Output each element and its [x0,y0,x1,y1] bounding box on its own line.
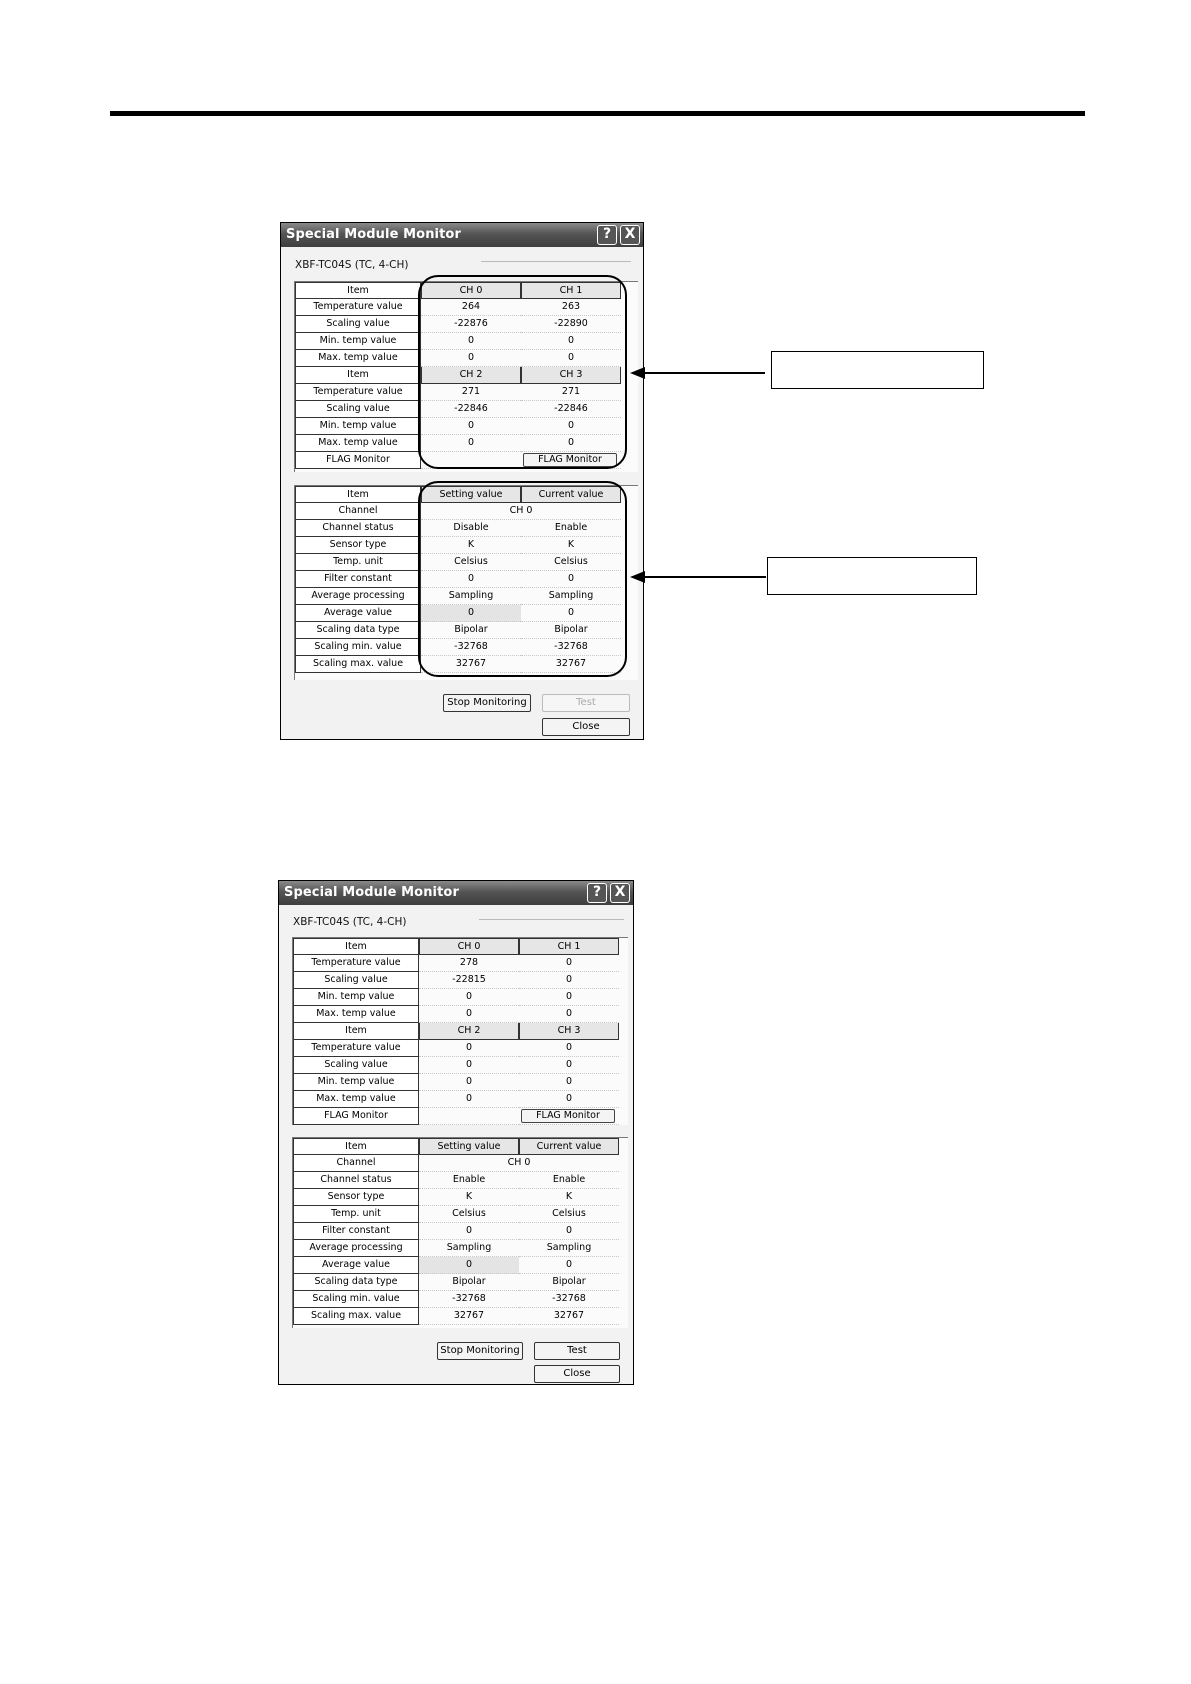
row-item-label: Filter constant [293,1223,419,1240]
cell-value-b: 32767 [521,656,621,673]
cell-value-b: 0 [519,972,619,989]
row-item-label: Temperature value [295,384,421,401]
row-item-label: Temperature value [293,955,419,972]
cell-value-a: Bipolar [421,622,521,639]
cell-value-b: 0 [521,350,621,367]
cell-value-b: 0 [521,418,621,435]
cell-value-a: 0 [421,435,521,452]
header-separator [479,919,624,920]
column-header: CH 2 [421,367,521,384]
row-item-label: Channel status [295,520,421,537]
page-top-rule [110,111,1085,116]
row-item-label: Temperature value [295,299,421,316]
column-header: CH 3 [521,367,621,384]
close-button[interactable]: Close [542,718,630,736]
row-item-label: Scaling value [293,1057,419,1074]
row-item-label: Item [293,938,419,955]
cell-value-b: -32768 [519,1291,619,1308]
cell-value-b: Sampling [519,1240,619,1257]
annotation-box-1 [771,351,984,389]
cell-value-b: -22846 [521,401,621,418]
cell-value-a: -32768 [419,1291,519,1308]
cell-value-b: 263 [521,299,621,316]
module-name: XBF-TC04S (TC, 4-CH) [293,916,407,928]
close-button[interactable]: Close [534,1365,620,1383]
cell-value-a: 0 [421,350,521,367]
cell-value-a: K [419,1189,519,1206]
cell-value-a: 0 [419,1040,519,1057]
row-item-label: FLAG Monitor [293,1108,419,1125]
cell-value-a: 0 [421,418,521,435]
row-item-label: Max. temp value [295,435,421,452]
cell-value-a: 278 [419,955,519,972]
dialog-title: Special Module Monitor [286,227,461,242]
cell-value-b: 271 [521,384,621,401]
row-item-label: Scaling data type [293,1274,419,1291]
cell-value-b: Celsius [519,1206,619,1223]
row-item-label: Item [293,1023,419,1040]
channel-value: CH 0 [419,1155,619,1172]
cell-value-b: Enable [519,1172,619,1189]
row-item-label: Max. temp value [293,1006,419,1023]
cell-value-a: 0 [419,989,519,1006]
row-item-label: Item [293,1138,419,1155]
column-header: Setting value [421,486,521,503]
row-item-label: Max. temp value [295,350,421,367]
cell-value-a: -32768 [421,639,521,656]
cell-value-b: -32768 [521,639,621,656]
close-window-button[interactable]: X [610,883,630,903]
row-item-label: Scaling value [293,972,419,989]
cell-value-b: 0 [521,571,621,588]
cell-value-b: 0 [519,1057,619,1074]
cell-value-a: 0 [419,1223,519,1240]
cell-value-a: 0 [421,333,521,350]
row-item-label: Channel [293,1155,419,1172]
column-header: CH 1 [519,938,619,955]
callout-setting-values [418,481,627,677]
cell-value-b: 0 [519,1074,619,1091]
cell-value-a: 0 [419,1006,519,1023]
row-item-label: Filter constant [295,571,421,588]
cell-value-a: -22815 [419,972,519,989]
test-button[interactable]: Test [542,694,630,712]
column-header: CH 2 [419,1023,519,1040]
cell-value-b: Bipolar [521,622,621,639]
row-item-label: Scaling data type [295,622,421,639]
stop-monitoring-button[interactable]: Stop Monitoring [443,694,531,712]
column-header: CH 1 [521,282,621,299]
row-item-label: Item [295,486,421,503]
dialog-titlebar [281,223,643,247]
row-item-label: Channel [295,503,421,520]
special-module-monitor-dialog-2 [278,880,634,1385]
row-item-label: Sensor type [295,537,421,554]
row-item-label: Item [295,367,421,384]
cell-value-a: 271 [421,384,521,401]
module-name: XBF-TC04S (TC, 4-CH) [295,259,409,271]
cell-value-b: 0 [519,1006,619,1023]
cell-value-b: 0 [519,989,619,1006]
help-button[interactable]: ? [597,225,617,245]
row-item-label: Min. temp value [293,989,419,1006]
cell-value-a: -22876 [421,316,521,333]
callout-monitor-values [418,275,627,469]
close-window-button[interactable]: X [620,225,640,245]
test-button[interactable]: Test [534,1342,620,1360]
row-item-label: Average processing [295,588,421,605]
cell-value-a [419,1108,519,1125]
annotation-box-2 [767,557,977,595]
cell-value-a: 0 [421,605,521,622]
cell-value-a: Disable [421,520,521,537]
settings-panel [292,1137,628,1328]
cell-value-a: K [421,537,521,554]
cell-value-b: -22890 [521,316,621,333]
monitor-panel [292,937,628,1125]
cell-value-b: 0 [519,1223,619,1240]
cell-value-a: 264 [421,299,521,316]
cell-value-b: 0 [521,435,621,452]
stop-monitoring-button[interactable]: Stop Monitoring [437,1342,523,1360]
cell-value-b: 32767 [519,1308,619,1325]
header-separator [481,261,631,262]
column-header: Current value [521,486,621,503]
cell-value-a: Celsius [421,554,521,571]
cell-value-b: Sampling [521,588,621,605]
cell-value-b: 0 [519,955,619,972]
row-item-label: Temperature value [293,1040,419,1057]
cell-value-a: 0 [419,1257,519,1274]
cell-value-b: K [519,1189,619,1206]
row-item-label: Scaling max. value [295,656,421,673]
column-header: Setting value [419,1138,519,1155]
cell-value-a: Celsius [419,1206,519,1223]
row-item-label: Channel status [293,1172,419,1189]
channel-value: CH 0 [421,503,621,520]
row-item-label: Scaling value [295,316,421,333]
cell-value-b: 0 [521,605,621,622]
dialog-title: Special Module Monitor [284,885,459,900]
cell-value-b: 0 [519,1257,619,1274]
cell-value-a: 0 [419,1074,519,1091]
row-item-label: Scaling max. value [293,1308,419,1325]
row-item-label: Average processing [293,1240,419,1257]
row-item-label: Max. temp value [293,1091,419,1108]
cell-value-a: Enable [419,1172,519,1189]
column-header: CH 0 [421,282,521,299]
row-item-label: Sensor type [293,1189,419,1206]
cell-value-b: Celsius [521,554,621,571]
row-item-label: Scaling min. value [295,639,421,656]
row-item-label: Average value [295,605,421,622]
cell-value-b: 0 [519,1091,619,1108]
cell-value-a: 32767 [421,656,521,673]
column-header: Current value [519,1138,619,1155]
cell-value-b: Enable [521,520,621,537]
cell-value-a: Bipolar [419,1274,519,1291]
row-item-label: Average value [293,1257,419,1274]
row-item-label: Temp. unit [295,554,421,571]
cell-value-a: Sampling [419,1240,519,1257]
cell-value-a: 0 [421,571,521,588]
row-item-label: FLAG Monitor [295,452,421,469]
help-button[interactable]: ? [587,883,607,903]
row-item-label: Item [295,282,421,299]
flag-monitor-cell [519,1108,619,1125]
flag-monitor-button[interactable]: FLAG Monitor [521,1109,615,1123]
row-item-label: Min. temp value [295,333,421,350]
cell-value-b: K [521,537,621,554]
row-item-label: Scaling min. value [293,1291,419,1308]
row-item-label: Temp. unit [293,1206,419,1223]
cell-value-a: 32767 [419,1308,519,1325]
column-header: CH 3 [519,1023,619,1040]
cell-value-b: 0 [519,1040,619,1057]
row-item-label: Min. temp value [295,418,421,435]
column-header: CH 0 [419,938,519,955]
cell-value-b: Bipolar [519,1274,619,1291]
row-item-label: Min. temp value [293,1074,419,1091]
cell-value-a: 0 [419,1091,519,1108]
cell-value-a: 0 [419,1057,519,1074]
cell-value-b: 0 [521,333,621,350]
cell-value-a: Sampling [421,588,521,605]
dialog-titlebar [279,881,633,905]
cell-value-a: -22846 [421,401,521,418]
flag-monitor-button[interactable]: FLAG Monitor [523,453,617,467]
row-item-label: Scaling value [295,401,421,418]
